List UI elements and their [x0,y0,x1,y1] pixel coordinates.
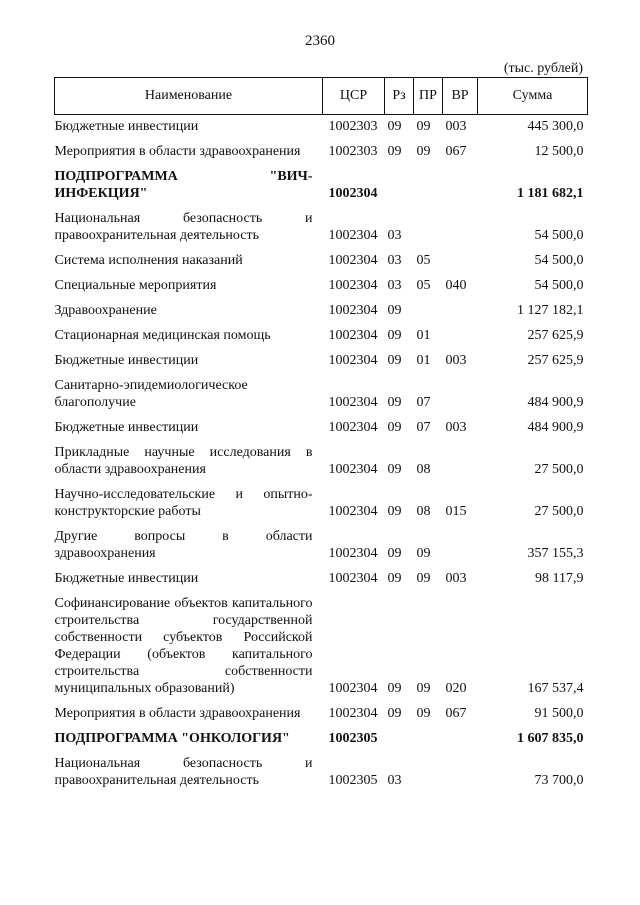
cell-csr: 1002305 [328,773,378,788]
cell-rz: 09 [387,328,402,343]
header-rz: Рз [385,78,414,115]
cell-pr [414,206,443,248]
cell-name: Национальная безопасность и правоохранительная деятельность [54,756,313,788]
table-row [55,726,588,751]
cell-sum: 91 500,0 [534,706,584,721]
cell-name: ПОДПРОГРАММА "ВИЧ-ИНФЕКЦИЯ" [54,169,313,201]
table-row [55,273,588,298]
cell-vr [443,524,478,566]
cell-rz: 09 [387,303,402,318]
cell-vr [443,726,478,751]
cell-csr: 1002304 [328,328,378,343]
cell-name: Бюджетные инвестиции [54,420,199,435]
cell-csr: 1002303 [328,119,378,134]
cell-vr: 003 [445,119,467,134]
table-row [55,482,588,524]
cell-rz [385,164,414,206]
cell-rz: 03 [387,253,402,268]
cell-pr: 09 [416,706,431,721]
cell-rz: 03 [387,278,402,293]
cell-csr: 1002303 [328,144,378,159]
cell-pr: 09 [416,571,431,586]
cell-name: Софинансирование объектов капитального строительства государственной собственности субъектов Российской Федерации (объектов капитального строительства собственности муниципальных образований) [54,596,313,696]
cell-sum: 54 500,0 [534,228,584,243]
header-name: Наименование [55,78,323,115]
cell-name: Стационарная медицинская помощь [54,328,271,343]
cell-pr: 01 [416,328,431,343]
table-row [55,139,588,164]
cell-vr: 067 [445,706,467,721]
cell-name: Национальная безопасность и правоохранительная деятельность [54,211,313,243]
header-csr: ЦСР [323,78,385,115]
cell-rz: 09 [387,462,402,477]
cell-csr: 1002304 [328,228,378,243]
cell-vr [443,206,478,248]
table-row [55,591,588,701]
table-header [55,78,588,115]
table-row [55,566,588,591]
cell-sum: 257 625,9 [527,353,584,368]
cell-pr: 09 [416,681,431,696]
cell-csr: 1002304 [328,462,378,477]
table-row [55,115,588,140]
cell-pr: 05 [416,253,431,268]
cell-sum: 484 900,9 [527,395,584,410]
cell-csr: 1002304 [328,303,378,318]
cell-sum: 1 607 835,0 [517,731,584,746]
table-row [55,524,588,566]
cell-csr: 1002304 [328,504,378,519]
cell-vr [443,323,478,348]
cell-vr: 003 [445,353,467,368]
table-row [55,298,588,323]
cell-name: Мероприятия в области здравоохранения [54,144,301,159]
cell-pr [414,751,443,793]
cell-sum: 73 700,0 [534,773,584,788]
cell-csr: 1002304 [328,571,378,586]
cell-name: Другие вопросы в области здравоохранения [54,529,313,561]
cell-rz: 09 [387,353,402,368]
cell-csr: 1002304 [328,253,378,268]
table-row [55,415,588,440]
cell-rz: 09 [387,706,402,721]
cell-rz: 09 [387,504,402,519]
cell-pr [414,298,443,323]
cell-sum: 1 181 682,1 [517,186,584,201]
cell-csr: 1002304 [328,278,378,293]
cell-csr: 1002304 [328,706,378,721]
cell-rz: 09 [387,119,402,134]
cell-pr: 01 [416,353,431,368]
table-row [55,348,588,373]
budget-table [54,77,588,793]
cell-rz [385,726,414,751]
table-row [55,206,588,248]
cell-name: Научно-исследовательские и опытно-конструкторские работы [54,487,313,519]
cell-sum: 1 127 182,1 [517,303,584,318]
cell-pr: 07 [416,420,431,435]
cell-sum: 445 300,0 [527,119,584,134]
cell-sum: 27 500,0 [534,504,584,519]
cell-vr: 067 [445,144,467,159]
cell-vr: 003 [445,420,467,435]
table-row [55,248,588,273]
cell-sum: 484 900,9 [527,420,584,435]
cell-sum: 12 500,0 [534,144,584,159]
cell-name: Специальные мероприятия [54,278,217,293]
cell-pr: 08 [416,504,431,519]
table-row [55,440,588,482]
cell-pr: 07 [416,395,431,410]
cell-name: Бюджетные инвестиции [54,119,199,134]
cell-rz: 09 [387,395,402,410]
cell-csr: 1002304 [328,395,378,410]
cell-pr: 05 [416,278,431,293]
cell-csr: 1002304 [328,681,378,696]
cell-vr [443,164,478,206]
cell-pr: 08 [416,462,431,477]
cell-name: Система исполнения наказаний [54,253,243,268]
cell-csr: 1002304 [328,546,378,561]
cell-pr: 09 [416,546,431,561]
cell-rz: 09 [387,144,402,159]
cell-rz: 03 [387,773,402,788]
cell-sum: 54 500,0 [534,253,584,268]
header-pr: ПР [414,78,443,115]
cell-rz: 09 [387,571,402,586]
table-row [55,323,588,348]
cell-sum: 54 500,0 [534,278,584,293]
cell-pr [414,164,443,206]
table-row [55,164,588,206]
units-label: (тыс. рублей) [503,61,583,76]
cell-name: Бюджетные инвестиции [54,571,199,586]
cell-name: Бюджетные инвестиции [54,353,199,368]
cell-csr: 1002304 [328,186,378,201]
cell-vr [443,751,478,793]
cell-sum: 167 537,4 [527,681,584,696]
cell-sum: 27 500,0 [534,462,584,477]
cell-name: Прикладные научные исследования в области здравоохранения [54,445,313,477]
cell-vr [443,298,478,323]
cell-csr: 1002305 [328,731,378,746]
cell-vr [443,373,478,415]
cell-name: Здравоохранение [54,303,157,318]
cell-rz: 03 [387,228,402,243]
cell-name: ПОДПРОГРАММА "ОНКОЛОГИЯ" [54,731,290,746]
cell-rz: 09 [387,681,402,696]
cell-rz: 09 [387,546,402,561]
cell-vr: 020 [445,681,467,696]
cell-vr [443,440,478,482]
cell-rz: 09 [387,420,402,435]
cell-sum: 98 117,9 [535,571,584,586]
cell-vr: 015 [445,504,467,519]
cell-vr [443,248,478,273]
cell-pr: 09 [416,119,431,134]
cell-name: Санитарно-эпидемиологическое благополучие [54,378,248,410]
cell-sum: 357 155,3 [527,546,584,561]
table-row [55,701,588,726]
table-body [55,115,588,794]
cell-csr: 1002304 [328,353,378,368]
cell-pr [414,726,443,751]
cell-sum: 257 625,9 [527,328,584,343]
cell-pr: 09 [416,144,431,159]
page-number: 2360 [305,33,335,49]
cell-name: Мероприятия в области здравоохранения [54,706,301,721]
table-row [55,373,588,415]
cell-csr: 1002304 [328,420,378,435]
cell-vr: 003 [445,571,467,586]
header-vr: ВР [443,78,478,115]
header-sum: Сумма [478,78,588,115]
cell-vr: 040 [445,278,467,293]
table-row [55,751,588,793]
